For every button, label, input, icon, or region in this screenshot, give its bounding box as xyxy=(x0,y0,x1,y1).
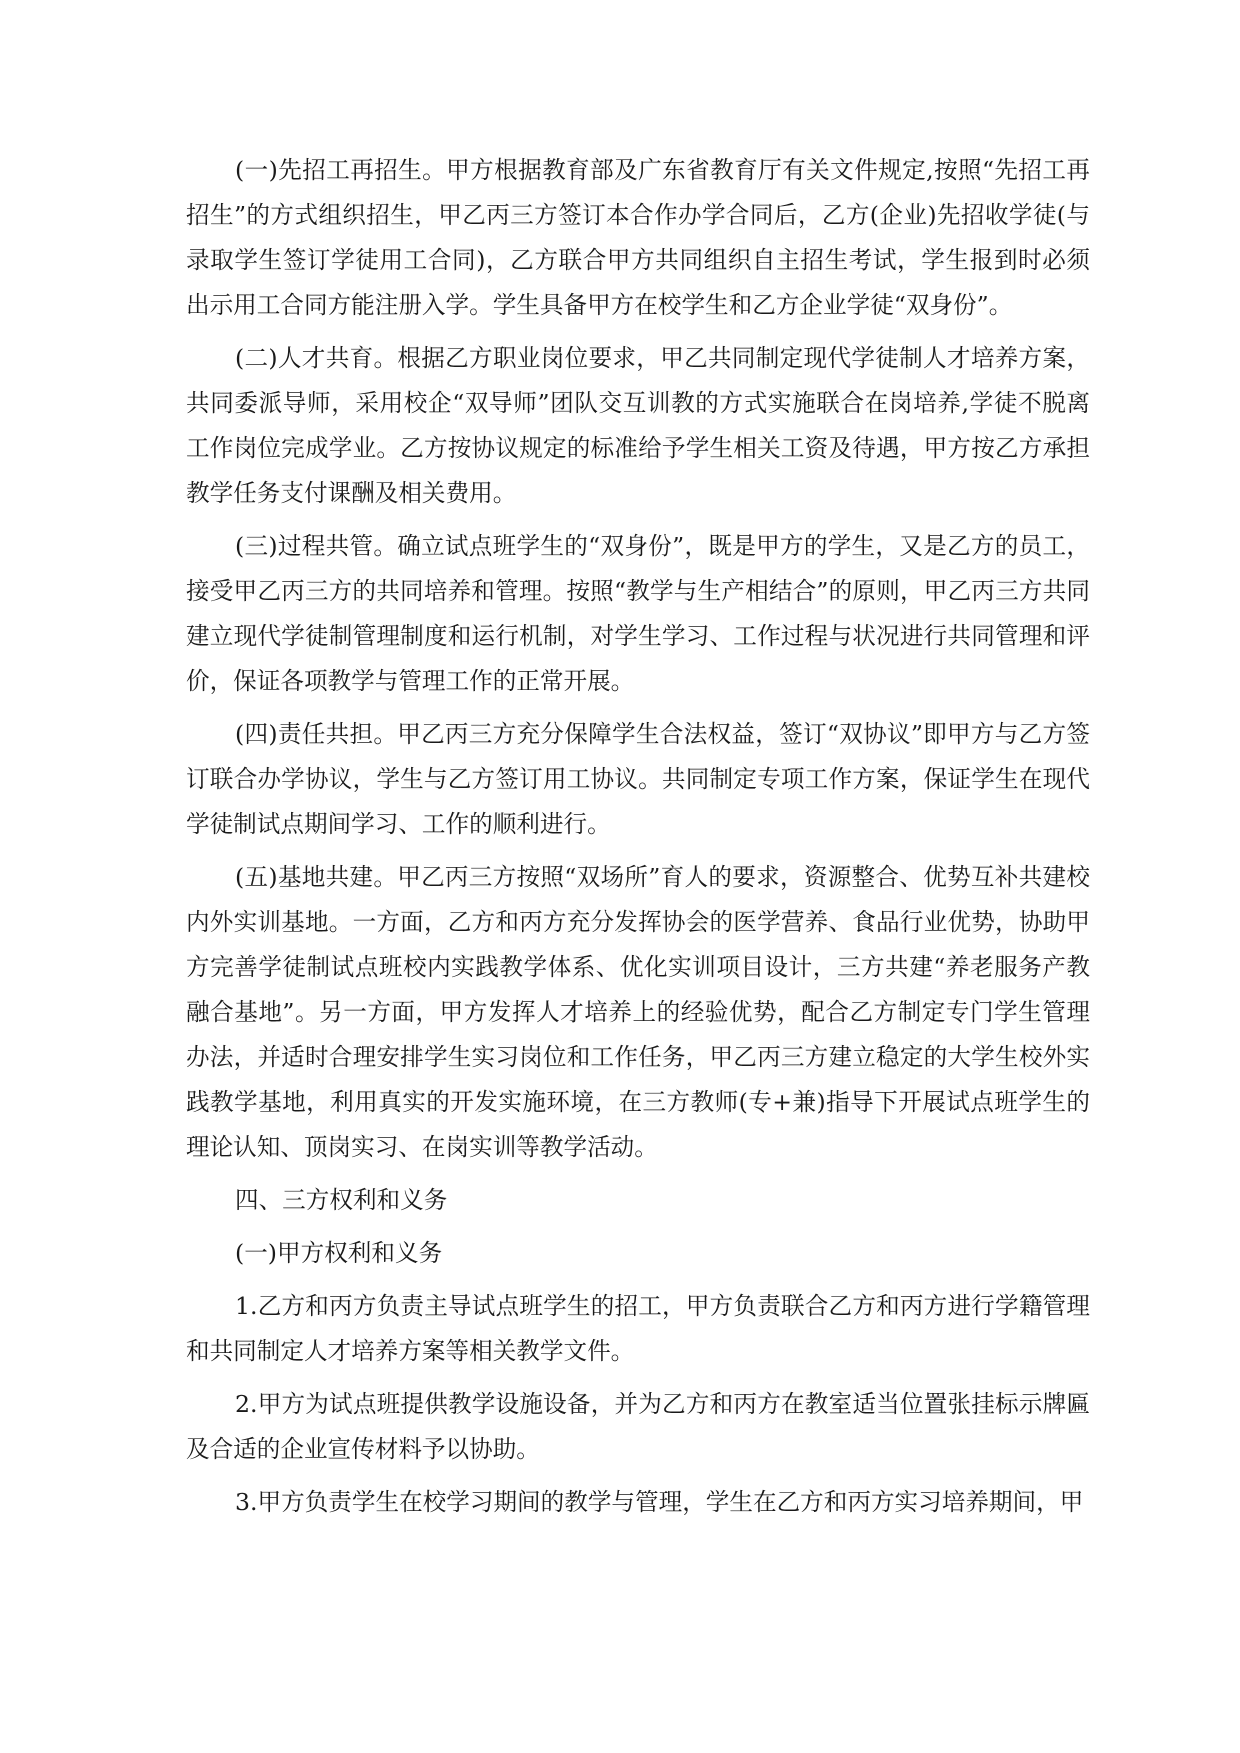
paragraph-process-co-management: (三)过程共管。确立试点班学生的“双身份”，既是甲方的学生，又是乙方的员工，接受甲乙丙三方的共同培养和管理。按照“教学与生产相结合”的原则，甲乙丙三方共同建立现代学徒制管理制度和运行机制，对学生学习、工作过程与状况进行共同管理和评价，保证各项教学与管理工作的正常开展。 xyxy=(186,532,1090,695)
paragraph-recruit-first: (一)先招工再招生。甲方根据教育部及广东省教育厅有关文件规定,按照“先招工再招生”的方式组织招生，甲乙丙三方签订本合作办学合同后，乙方(企业)先招收学徒(与录取学生签订学徒用工合同)，乙方联合甲方共同组织自主招生考试，学生报到时必须出示用工合同方能注册入学。学生具备甲方在校学生和乙方企业学徒“双身份”。 xyxy=(186,156,1090,319)
section-heading-rights-obligations: 四、三方权利和义务 xyxy=(235,1186,448,1214)
list-item-1: 1.乙方和丙方负责主导试点班学生的招工，甲方负责联合乙方和丙方进行学籍管理和共同制定人才培养方案等相关教学文件。 xyxy=(186,1292,1090,1365)
paragraph-responsibility-sharing: (四)责任共担。甲乙丙三方充分保障学生合法权益，签订“双协议”即甲方与乙方签订联合办学协议，学生与乙方签订用工协议。共同制定专项工作方案，保证学生在现代学徒制试点期间学习、工作的顺利进行。 xyxy=(186,720,1090,838)
paragraph-base-co-construction: (五)基地共建。甲乙丙三方按照“双场所”育人的要求，资源整合、优势互补共建校内外实训基地。一方面，乙方和丙方充分发挥协会的医学营养、食品行业优势，协助甲方完善学徒制试点班校内实践教学体系、优化实训项目设计，三方共建“养老服务产教融合基地”。另一方面，甲方发挥人才培养上的经验优势，配合乙方制定专门学生管理办法，并适时合理安排学生实习岗位和工作任务，甲乙丙三方建立稳定的大学生校外实践教学基地，利用真实的开发实施环境，在三方教师(专+兼)指导下开展试点班学生的理论认知、顶岗实习、在岗实训等教学活动。 xyxy=(186,863,1090,1161)
list-item-2: 2.甲方为试点班提供教学设施设备，并为乙方和丙方在教室适当位置张挂标示牌匾及合适的企业宣传材料予以协助。 xyxy=(186,1390,1090,1463)
paragraph-talent-co-cultivation: (二)人才共育。根据乙方职业岗位要求，甲乙共同制定现代学徒制人才培养方案，共同委派导师，采用校企“双导师”团队交互训教的方式实施联合在岗培养,学徒不脱离工作岗位完成学业。乙方按协议规定的标准给予学生相关工资及待遇，甲方按乙方承担教学任务支付课酬及相关费用。 xyxy=(186,344,1090,507)
list-item-3: 3.甲方负责学生在校学习期间的教学与管理，学生在乙方和丙方实习培养期间，甲 xyxy=(235,1488,1084,1516)
subsection-heading-party-a: (一)甲方权利和义务 xyxy=(235,1239,443,1267)
document-page xyxy=(186,148,1090,1533)
